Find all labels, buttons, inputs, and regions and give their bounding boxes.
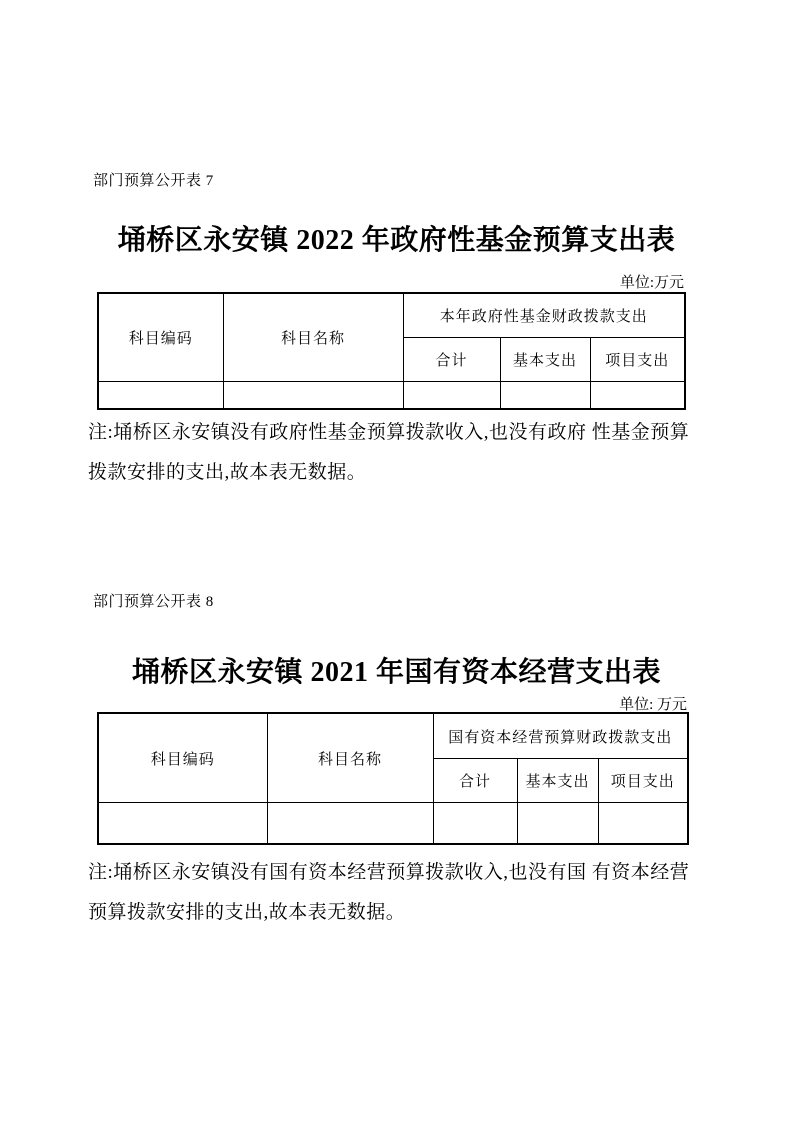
section2-budget-table <box>97 712 689 845</box>
section1-note <box>88 413 728 493</box>
section2-header-subject-code: 科目编码 <box>98 713 267 803</box>
table-cell-empty <box>98 382 223 410</box>
section1-header-basic-expense: 基本支出 <box>500 338 590 382</box>
section2-header-total: 合计 <box>433 759 517 803</box>
section2-header-subject-name: 科目名称 <box>267 713 433 803</box>
table-cell-empty <box>98 803 267 845</box>
section2-header-project-expense: 项目支出 <box>598 759 688 803</box>
section1-header-subject-name: 科目名称 <box>223 293 403 382</box>
table-cell-empty <box>500 382 590 410</box>
table-cell-empty <box>590 382 685 410</box>
section1-header-project-expense: 项目支出 <box>590 338 685 382</box>
table-cell-empty <box>517 803 598 845</box>
section1-unit-label: 单位:万元 <box>619 275 684 291</box>
section2-unit-label: 单位: 万元 <box>619 697 687 713</box>
section1-header-subject-code: 科目编码 <box>98 293 223 382</box>
section2-table-label: 部门预算公开表 8 <box>93 594 214 610</box>
table-cell-empty <box>403 382 500 410</box>
table-cell-empty <box>267 803 433 845</box>
section2-note <box>88 853 728 933</box>
section2-header-row-1 <box>98 713 688 759</box>
section1-title: 埇桥区永安镇 2022 年政府性基金预算支出表 <box>117 225 676 256</box>
section1-note-line-2: 拨款安排的支出,故本表无数据。 <box>88 462 367 483</box>
section2-header-basic-expense: 基本支出 <box>517 759 598 803</box>
section2-header-group: 国有资本经营预算财政拨款支出 <box>433 713 688 759</box>
section1-note-line-1: 注:埇桥区永安镇没有政府性基金预算拨款收入,也没有政府 性基金预算 <box>88 422 690 443</box>
section2-title: 埇桥区永安镇 2021 年国有资本经营支出表 <box>131 657 661 688</box>
section2-note-line-2: 预算拨款安排的支出,故本表无数据。 <box>88 902 406 923</box>
section1-header-group: 本年政府性基金财政拨款支出 <box>403 293 685 338</box>
table-cell-empty <box>433 803 517 845</box>
section1-header-total: 合计 <box>403 338 500 382</box>
section1-budget-table <box>97 292 686 410</box>
section1-table-label: 部门预算公开表 7 <box>93 173 214 189</box>
section1-header-row-1 <box>98 293 685 338</box>
section1-data-row <box>98 382 685 410</box>
table-cell-empty <box>598 803 688 845</box>
table-cell-empty <box>223 382 403 410</box>
section2-note-line-1: 注:埇桥区永安镇没有国有资本经营预算拨款收入,也没有国 有资本经营 <box>88 862 690 883</box>
section2-data-row <box>98 803 688 845</box>
